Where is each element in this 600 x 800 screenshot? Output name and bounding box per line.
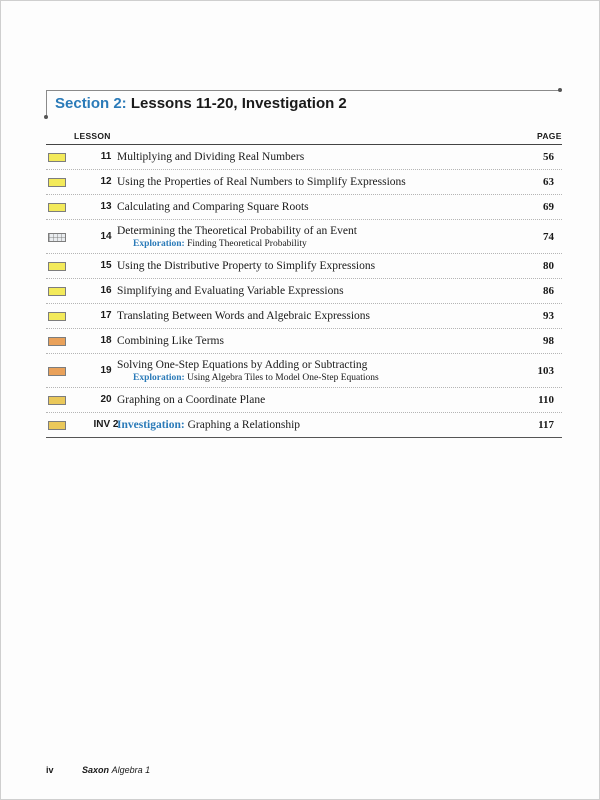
page-footer (46, 765, 150, 775)
lesson-number: 16 (100, 285, 112, 296)
lesson-color-swatch (48, 367, 66, 376)
toc-row (46, 354, 562, 388)
lesson-title (117, 418, 527, 432)
lesson-title (117, 334, 527, 348)
lesson-page-number: 103 (537, 364, 554, 377)
lesson-title-text: Translating Between Words and Algebraic Expressions (117, 310, 370, 322)
lesson-page-number: 74 (543, 230, 554, 243)
lesson-title-text: Multiplying and Dividing Real Numbers (117, 151, 305, 163)
exploration-title: Using Algebra Tiles to Model One-Step Equations (187, 372, 379, 383)
toc-row (46, 220, 562, 254)
lesson-title-block (117, 259, 527, 273)
lesson-title-text: Graphing on a Coordinate Plane (117, 394, 266, 406)
lesson-page-number: 98 (543, 335, 554, 347)
investigation-label: Investigation: (117, 419, 185, 431)
lesson-color-swatch (48, 337, 66, 346)
lesson-title-block (117, 200, 527, 214)
lesson-title (117, 393, 527, 407)
lesson-number: INV 2 (93, 419, 119, 430)
lesson-title-text: Graphing a Relationship (187, 419, 301, 431)
lesson-color-swatch (48, 312, 66, 321)
lesson-color-swatch (48, 396, 66, 405)
lesson-title-text: Using the Distributive Property to Simplify Expressions (117, 260, 376, 272)
section-side-rule (46, 90, 47, 117)
lesson-page-number: 56 (543, 151, 554, 163)
lesson-title-block (117, 334, 527, 348)
section-top-rule (46, 90, 560, 91)
lesson-title-text: Solving One-Step Equations by Adding or Subtracting (117, 358, 368, 371)
lesson-number: 20 (100, 394, 112, 405)
lesson-color-swatch (48, 153, 66, 162)
toc-row (46, 170, 562, 195)
lesson-title-text: Simplifying and Evaluating Variable Expressions (117, 285, 344, 297)
lesson-title (117, 200, 527, 214)
book-title-rest: Algebra 1 (111, 765, 151, 775)
lesson-color-swatch (48, 287, 66, 296)
exploration-label: Exploration: (133, 238, 185, 249)
page-number: iv (46, 765, 54, 775)
lesson-title-text: Determining the Theoretical Probability of an Event (117, 224, 357, 237)
page-column-header: PAGE (537, 131, 562, 141)
lesson-number: 14 (100, 230, 112, 242)
lesson-title-block (117, 150, 527, 164)
toc-row (46, 329, 562, 354)
lesson-page-number: 117 (538, 419, 554, 431)
lesson-title-text: Calculating and Comparing Square Roots (117, 201, 309, 213)
lesson-page-number: 86 (543, 285, 554, 297)
section-heading (55, 95, 347, 112)
lesson-title-block (117, 175, 527, 189)
lesson-page-number: 110 (538, 394, 554, 406)
lesson-color-swatch (48, 178, 66, 187)
lesson-title-block (117, 284, 527, 298)
section-title: Lessons 11-20, Investigation 2 (130, 95, 347, 112)
exploration-line (117, 238, 527, 250)
lesson-number: 15 (100, 260, 112, 271)
lesson-color-swatch (48, 262, 66, 271)
lesson-title (117, 150, 527, 164)
lesson-title-text: Using the Properties of Real Numbers to Simplify Expressions (117, 176, 406, 188)
lesson-number: 19 (100, 364, 112, 376)
rule-end-dot (44, 115, 48, 119)
lesson-title (117, 284, 527, 298)
toc-row (46, 304, 562, 329)
lesson-title-text: Combining Like Terms (117, 335, 224, 347)
lesson-color-swatch (48, 203, 66, 212)
toc-row (46, 413, 562, 438)
toc-row (46, 195, 562, 220)
lesson-number: 12 (100, 176, 112, 187)
lesson-page-number: 69 (543, 201, 554, 213)
lesson-color-swatch (48, 233, 66, 242)
book-title-bold: Saxon (82, 765, 110, 775)
lesson-number: 11 (100, 151, 112, 162)
lesson-color-swatch (48, 421, 66, 430)
lesson-title-block (117, 418, 527, 432)
lesson-page-number: 93 (543, 310, 554, 322)
lesson-title-block (117, 358, 527, 384)
lesson-title (117, 358, 527, 372)
lesson-number: 18 (100, 335, 112, 346)
lesson-number: 13 (100, 201, 112, 212)
exploration-line (117, 372, 527, 384)
lesson-title (117, 309, 527, 323)
section-label: Section 2: (55, 95, 127, 112)
toc-row (46, 254, 562, 279)
lesson-title (117, 259, 527, 273)
lesson-title (117, 224, 527, 238)
lesson-title-block (117, 309, 527, 323)
lesson-page-number: 80 (543, 260, 554, 272)
toc-row (46, 279, 562, 304)
toc-row (46, 145, 562, 170)
lesson-page-number: 63 (543, 176, 554, 188)
lesson-number: 17 (100, 310, 112, 321)
lesson-title-block (117, 393, 527, 407)
lesson-title (117, 175, 527, 189)
toc-row (46, 388, 562, 413)
rule-end-dot (558, 88, 562, 92)
lesson-title-block (117, 224, 527, 250)
exploration-title: Finding Theoretical Probability (187, 238, 307, 249)
lesson-column-header: LESSON (74, 131, 111, 141)
exploration-label: Exploration: (133, 372, 185, 383)
table-of-contents (46, 145, 562, 438)
